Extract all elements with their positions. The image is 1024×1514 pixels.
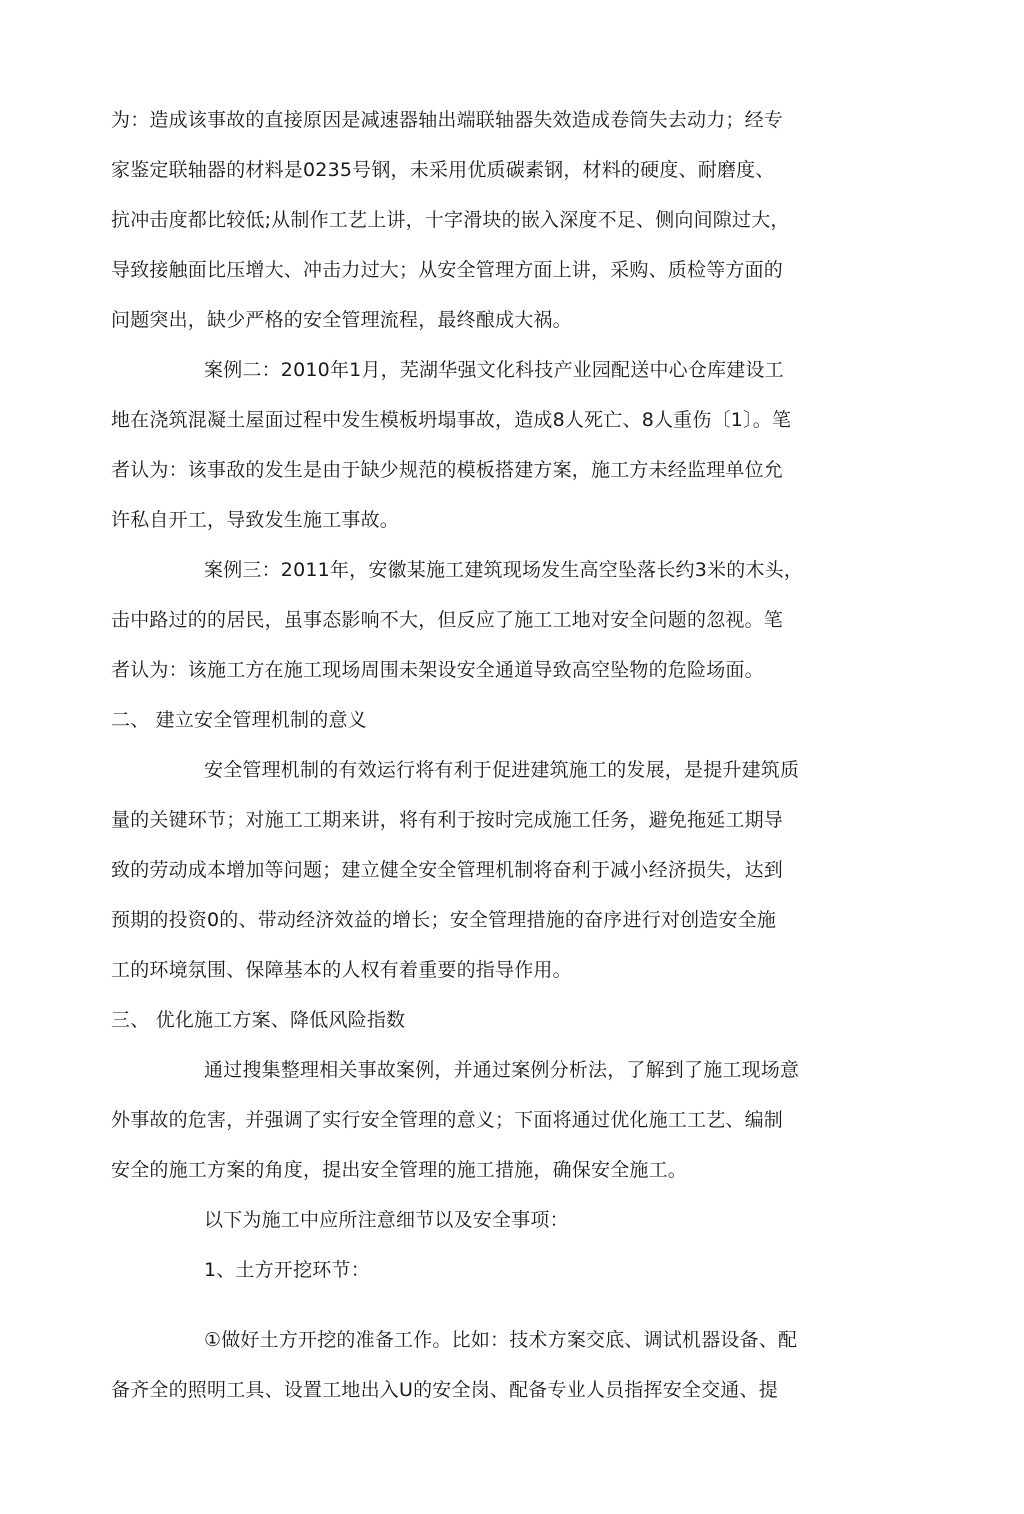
body-line: 许私自开工，导致发生施工事故。	[111, 509, 400, 531]
paragraph-first-line: 通过搜集整理相关事故案例，并通过案例分析法，了解到了施工现场意	[204, 1059, 800, 1081]
body-line: 导致接触面比压增大、冲击力过大；从安全管理方面上讲，采购、质检等方面的	[111, 259, 784, 281]
body-line: 击中路过的的居民，虽事态影响不大，但反应了施工工地对安全问题的忽视。笔	[111, 609, 784, 631]
body-line: 量的关键环节；对施工工期来讲，将有利于按时完成施工任务，避免拖延工期导	[111, 809, 784, 831]
paragraph-first-line: 案例二：2010年1月，芜湖华强文化科技产业园配送中心仓库建设工	[204, 359, 784, 381]
body-line: 预期的投资0的、带动经济效益的增长；安全管理措施的奋序进行对创造安全施	[111, 909, 777, 931]
body-line: 为：造成该事故的直接原因是减速器轴出端联轴器失效造成卷筒失去动力；经专	[111, 109, 784, 131]
section-heading: 二、 建立安全管理机制的意义	[111, 709, 367, 731]
body-line: 者认为：该事敌的发生是由于缺少规范的模板搭建方案，施工方未经监理单位允	[111, 459, 784, 481]
paragraph-first-line: 以下为施工中应所注意细节以及安全事项：	[204, 1209, 569, 1231]
body-line: 工的环境氛围、保障基本的人权有着重要的指导作用。	[111, 959, 572, 981]
body-line: 外事故的危害，并强调了实行安全管理的意义；下面将通过优化施工工艺、编制	[111, 1109, 784, 1131]
body-line: 者认为：该施工方在施工现场周围未架设安全通道导致高空坠物的危险场面。	[111, 659, 764, 681]
body-line: 地在浇筑混凝土屋面过程中发生模板坍塌事故，造成8人死亡、8人重伤〔1〕。笔	[111, 409, 792, 431]
paragraph-first-line: 安全管理机制的有效运行将有利于促进建筑施工的发展，是提升建筑质	[204, 759, 800, 781]
section-heading: 三、 优化施工方案、降低风险指数	[111, 1009, 406, 1031]
paragraph-first-line: ①做好土方开挖的准备工作。比如：技术方案交底、调试机器设备、配	[204, 1329, 798, 1351]
body-line: 备齐全的照明工具、设置工地出入U的安全岗、配备专业人员指挥安全交通、提	[111, 1379, 778, 1401]
paragraph-first-line: 案例三：2011年，安徽某施工建筑现场发生高空坠落长约3米的木头，	[204, 559, 804, 581]
body-line: 安全的施工方案的角度，提出安全管理的施工措施，确保安全施工。	[111, 1159, 688, 1181]
list-heading: 1、土方开挖环节：	[204, 1259, 370, 1281]
body-line: 问题突出，缺少严格的安全管理流程，最终酿成大祸。	[111, 309, 572, 331]
body-line: 家鉴定联轴器的材料是0235号钢，未采用优质碳素钢，材料的硬度、耐磨度、	[111, 159, 775, 181]
body-line: 抗冲击度都比较低;从制作工艺上讲，十字滑块的嵌入深度不足、侧向间隙过大，	[111, 209, 790, 231]
body-line: 致的劳动成本增加等问题；建立健全安全管理机制将奋利于减小经济损失，达到	[111, 859, 784, 881]
